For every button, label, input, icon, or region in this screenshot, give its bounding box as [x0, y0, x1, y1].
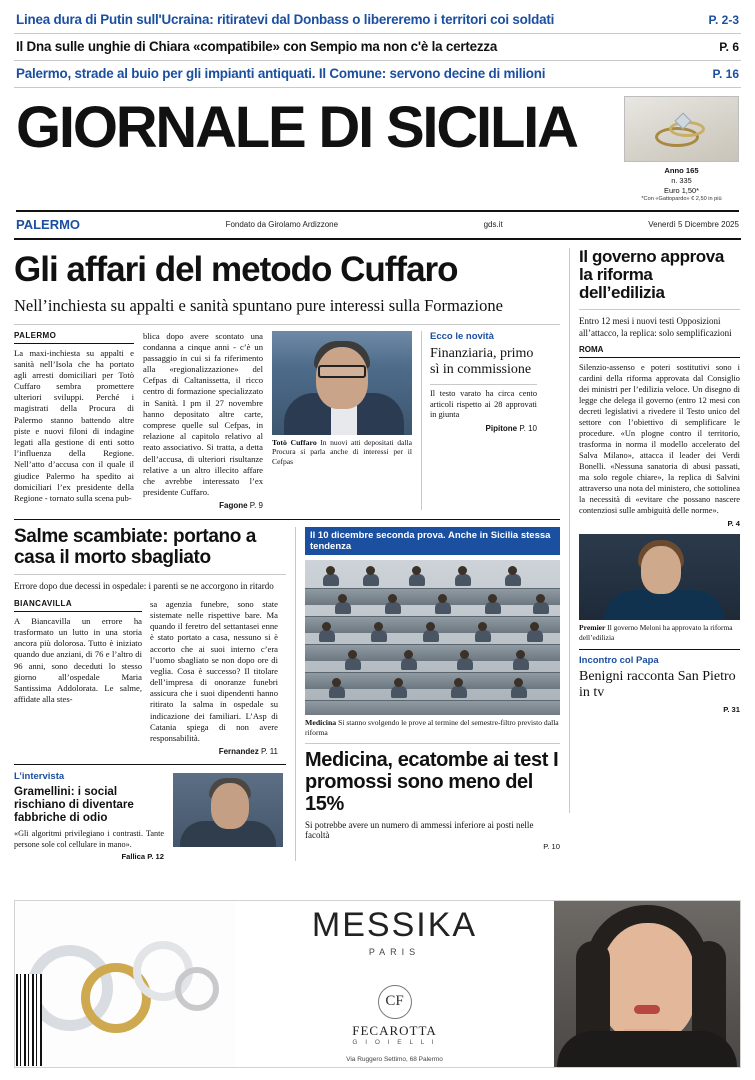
- photo-caption-label: Totò Cuffaro: [272, 437, 317, 447]
- sidebar-article-papa[interactable]: [579, 649, 740, 714]
- interview-tag: L’intervista: [14, 771, 65, 783]
- medicina-photo-caption: [305, 718, 560, 737]
- sidebar-article-subtitle: Entro 12 mesi i nuovi testi Opposizioni all’attacco, la replica: solo semplificazioni: [579, 315, 732, 338]
- lead-article-body: [14, 331, 560, 511]
- papa-title: Benigni racconta San Pietro in tv: [579, 668, 736, 700]
- masthead-price: Euro 1,50*: [664, 186, 699, 196]
- photo-caption-text: Si stanno svolgendo le prove al termine del semestre-filtro previsto dalla riforma: [305, 718, 559, 737]
- top-headline-text: Palermo, strade al buio per gli impianti antiquati. Il Comune: servono decine di milioni: [16, 66, 546, 81]
- top-headline-row[interactable]: [14, 34, 741, 61]
- website-link[interactable]: gds.it: [483, 219, 503, 229]
- ad-brand-name: MESSIKA: [311, 905, 478, 944]
- lead-photo-caption: [272, 438, 412, 467]
- medicina-page: P. 10: [543, 842, 560, 852]
- article-kicker: BIANCAVILLA: [14, 599, 142, 612]
- lead-article-title[interactable]: Gli affari del metodo Cuffaro: [14, 249, 458, 289]
- interview-byline: [14, 852, 164, 861]
- content-grid: [14, 246, 741, 862]
- sidebar-body-text: Silenzio-assenso e poteri sostitutivi sono i cardini della riforma approvata dal Consiglio dei ministri per l’edilizia veloce. Un disegno di legge che delega il governo (entro 12 mesi con decreti legislativi a rivedere il Testo unico del settore con l’obiettivo di semplificare le procedure. «Un plogne contro il territorio, trasforma in norma il modello accelerato del Salva Milano», attacca il leader dei Verdi Bonelli. «Nessuna sanatoria di abusi passati, ma solo regole chiare», la replica di Salvini attraverso una nota del ministero, che sottolinea la necessità di «evitare che possano nascere contenziosi sulle ambiguità delle norme».: [579, 363, 740, 516]
- edition-city: PALERMO: [16, 216, 81, 232]
- top-headline-page: P. 6: [719, 40, 739, 54]
- medicina-title: Medicina, ecatombe ai test I promossi sono meno del 15%: [305, 749, 559, 815]
- photo-caption-text: Il governo Meloni ha approvato la riforma dell’edilizia: [579, 623, 733, 642]
- article-body-text: A Biancavilla un errore ha trasformato un lutto in una storia ancora più dolorosa. Tutto è iniziato quando due anziani, di 76 e l’altro di 96 anni, sono deceduti lo stesso giorno all’ospedale Maria Santissima Addolorata. Le salme, affidate alla stes-: [14, 615, 142, 705]
- ad-dealer-monogram: CF: [378, 985, 412, 1019]
- papa-page: P. 31: [723, 704, 740, 714]
- advertisement-messika[interactable]: [14, 900, 741, 1068]
- model-with-jewelry: [554, 901, 740, 1067]
- lead-byline: [143, 501, 263, 510]
- issue-date: Venerdì 5 Dicembre 2025: [648, 219, 739, 229]
- giorgia-meloni-portrait: [579, 534, 740, 620]
- interview-text: [14, 771, 164, 861]
- article-columns: [14, 599, 286, 756]
- photo-caption-label: Premier: [579, 623, 606, 633]
- masthead-numero: n. 335: [671, 176, 692, 186]
- masthead-promo: [624, 96, 739, 204]
- founder-note: Fondato da Girolamo Ardizzone: [225, 219, 339, 229]
- top-headline-strip: [14, 0, 741, 88]
- article-column-1: [14, 599, 142, 756]
- divider: [14, 324, 560, 325]
- gramellini-portrait: [173, 773, 283, 847]
- divider: [305, 743, 560, 744]
- news-box-title: Finanziaria, primo sì in commissione: [430, 345, 534, 377]
- lead-article-subtitle: Nell’inchiesta su appalti e sanità spuntano pure interessi sulla Formazione: [14, 295, 503, 315]
- ad-dealer-logo: [352, 985, 437, 1046]
- top-headline-text: Il Dna sulle unghie di Chiara «compatibile» con Sempio ma non c'è la certezza: [16, 39, 498, 54]
- byline-page: P. 12: [147, 852, 164, 862]
- byline-author: Fallica: [121, 852, 146, 862]
- byline-author: Pipitone: [485, 424, 518, 434]
- ad-brand-subtitle: PARIS: [368, 946, 421, 957]
- lead-text-column-2: [143, 331, 263, 511]
- article-byline: [150, 747, 278, 756]
- news-box-finanziaria[interactable]: [421, 331, 537, 511]
- main-column: [14, 248, 570, 862]
- interview-body: «Gli algoritmi privilegiano i contrasti. Tante persone sole col cellulare in mano».: [14, 829, 164, 849]
- masthead-edition-info: [624, 166, 739, 204]
- jewelry-rings-image: [624, 96, 739, 162]
- medicina-subtitle: Si potrebbe avere un numero di ammessi inferiore ai posti nelle facoltà: [305, 820, 534, 841]
- photo-caption-text: In nuovi atti depositati dalla Procura si parla anche di interessi per il Cefpas: [272, 437, 412, 466]
- lead-text-column-1: [14, 331, 134, 511]
- article-subtitle: Errore dopo due decessi in ospedale: i parenti se ne accorgono in ritardo: [14, 581, 274, 592]
- top-headline-row[interactable]: [14, 10, 741, 34]
- toto-cuffaro-portrait: [272, 331, 412, 435]
- sidebar-byline-page: P. 4: [727, 519, 740, 529]
- lead-body-text: blica dopo avere scontato una condanna a cinque anni - c’è un passaggio in cui si fa riferimento alla «regionalizzazione» del Cefpas di Caltanissetta, il ricco centro di formazione specializzato in Sanità. I pm il 27 novembre hanno depositato altre carte, comprese quelle sul Cefpas, in relazione al capitolo relativo al reato associativo. Si tratta, a detta dell’accusa, di ulteriori risultanze relative a un altro illecito affare che avrebbe interessato l’ex presidente Cuffaro.: [143, 330, 263, 498]
- byline-page: P. 11: [260, 747, 278, 757]
- byline-page: P. 9: [249, 501, 263, 511]
- masthead-footer: [14, 212, 741, 240]
- byline-author: Fernandez: [218, 747, 259, 757]
- lead-body-text: La maxi-inchiesta su appalti e sanità nell’Isola che ha portato agli arresti domiciliari per Totò Cuffaro sembra promettere ulteriori sviluppi. Perché i magistrati della Procura di Palermo stanno battendo altre piste e nuovi filoni di indagine legati alla gestione di enti sotto l’influenza della Regione. Nell’atto d’accusa con il quale il giudice Palermo ha spedito ai domiciliari l’ex presidente della Regione - tornato sulla scena pub-: [14, 347, 134, 503]
- ad-dealer-address: Via Ruggero Settimo, 68 Palermo: [346, 1055, 443, 1063]
- byline-author: Fagone: [219, 501, 248, 511]
- lecture-hall-students-exam: [305, 560, 560, 715]
- top-headline-text: Linea dura di Putin sull'Ucraina: ritiratevi dal Donbass o libereremo i territori coi soldati: [16, 12, 555, 27]
- top-headline-page: P. 2-3: [708, 13, 739, 27]
- article-body-text: sa agenzia funebre, sono state sistemate nelle rispettive bare. Ma quando il feretro del settantasei enne è stato portato a casa, nessuno si è accorto che ai suoi interno c’era l’uomo sbagliato se non dopo ore di veglia. Cosa è successo? Il titolare dell’impresa di onoranze funebri assicura che i suoi dipendenti hanno ritirato la salma in ospedale su indicazione dei familiari. L’Asp di Catania spiega di non avere responsabilità.: [150, 598, 278, 743]
- ad-brand-block: [235, 901, 554, 1067]
- papa-tag: Incontro col Papa: [579, 654, 659, 666]
- news-box-text: Il testo varato ha circa cento articoli rispetto ai 28 approvati in giunta: [430, 384, 537, 421]
- article-salme-scambiate[interactable]: [14, 527, 286, 861]
- barcode: [16, 974, 42, 1066]
- byline-page: P. 10: [519, 424, 537, 434]
- masthead-price-note: *Con «Gattopardo» € 2,50 in più: [641, 196, 722, 203]
- sidebar-kicker: ROMA: [579, 345, 740, 358]
- medicina-banner: Il 10 dicembre seconda prova. Anche in Sicilia stessa tendenza: [305, 527, 560, 555]
- sidebar-column: [570, 248, 740, 813]
- lead-kicker: PALERMO: [14, 331, 134, 344]
- page-title: GIORNALE DI SICILIA: [16, 95, 577, 160]
- divider: [14, 574, 286, 575]
- article-title: Salme scambiate: portano a casa il morto sbagliato: [14, 526, 256, 568]
- secondary-articles-row: [14, 519, 560, 861]
- sidebar-article-title[interactable]: Il governo approva la riforma dell’edilizia: [579, 246, 724, 303]
- article-column-2: [150, 599, 278, 756]
- ad-dealer-name: FECAROTTA: [352, 1022, 437, 1038]
- lead-photo-block: [272, 331, 412, 511]
- photo-caption-label: Medicina: [305, 718, 337, 728]
- top-headline-row[interactable]: [14, 61, 741, 88]
- news-box-byline: [430, 424, 537, 433]
- ad-jewelry-image: [15, 901, 235, 1067]
- article-intervista-gramellini[interactable]: [14, 764, 286, 861]
- top-headline-page: P. 16: [712, 67, 739, 81]
- sidebar-photo-caption: [579, 623, 740, 642]
- ad-dealer-subtitle: G I O I E L L I: [352, 1038, 437, 1046]
- interview-title: Gramellini: i social rischiano di diventare fabbriche di odio: [14, 785, 134, 825]
- divider: [579, 309, 740, 310]
- news-box-tag: Ecco le novità: [430, 330, 494, 342]
- masthead-anno: Anno 165: [664, 166, 699, 175]
- article-medicina[interactable]: [295, 527, 560, 861]
- masthead: [14, 88, 741, 204]
